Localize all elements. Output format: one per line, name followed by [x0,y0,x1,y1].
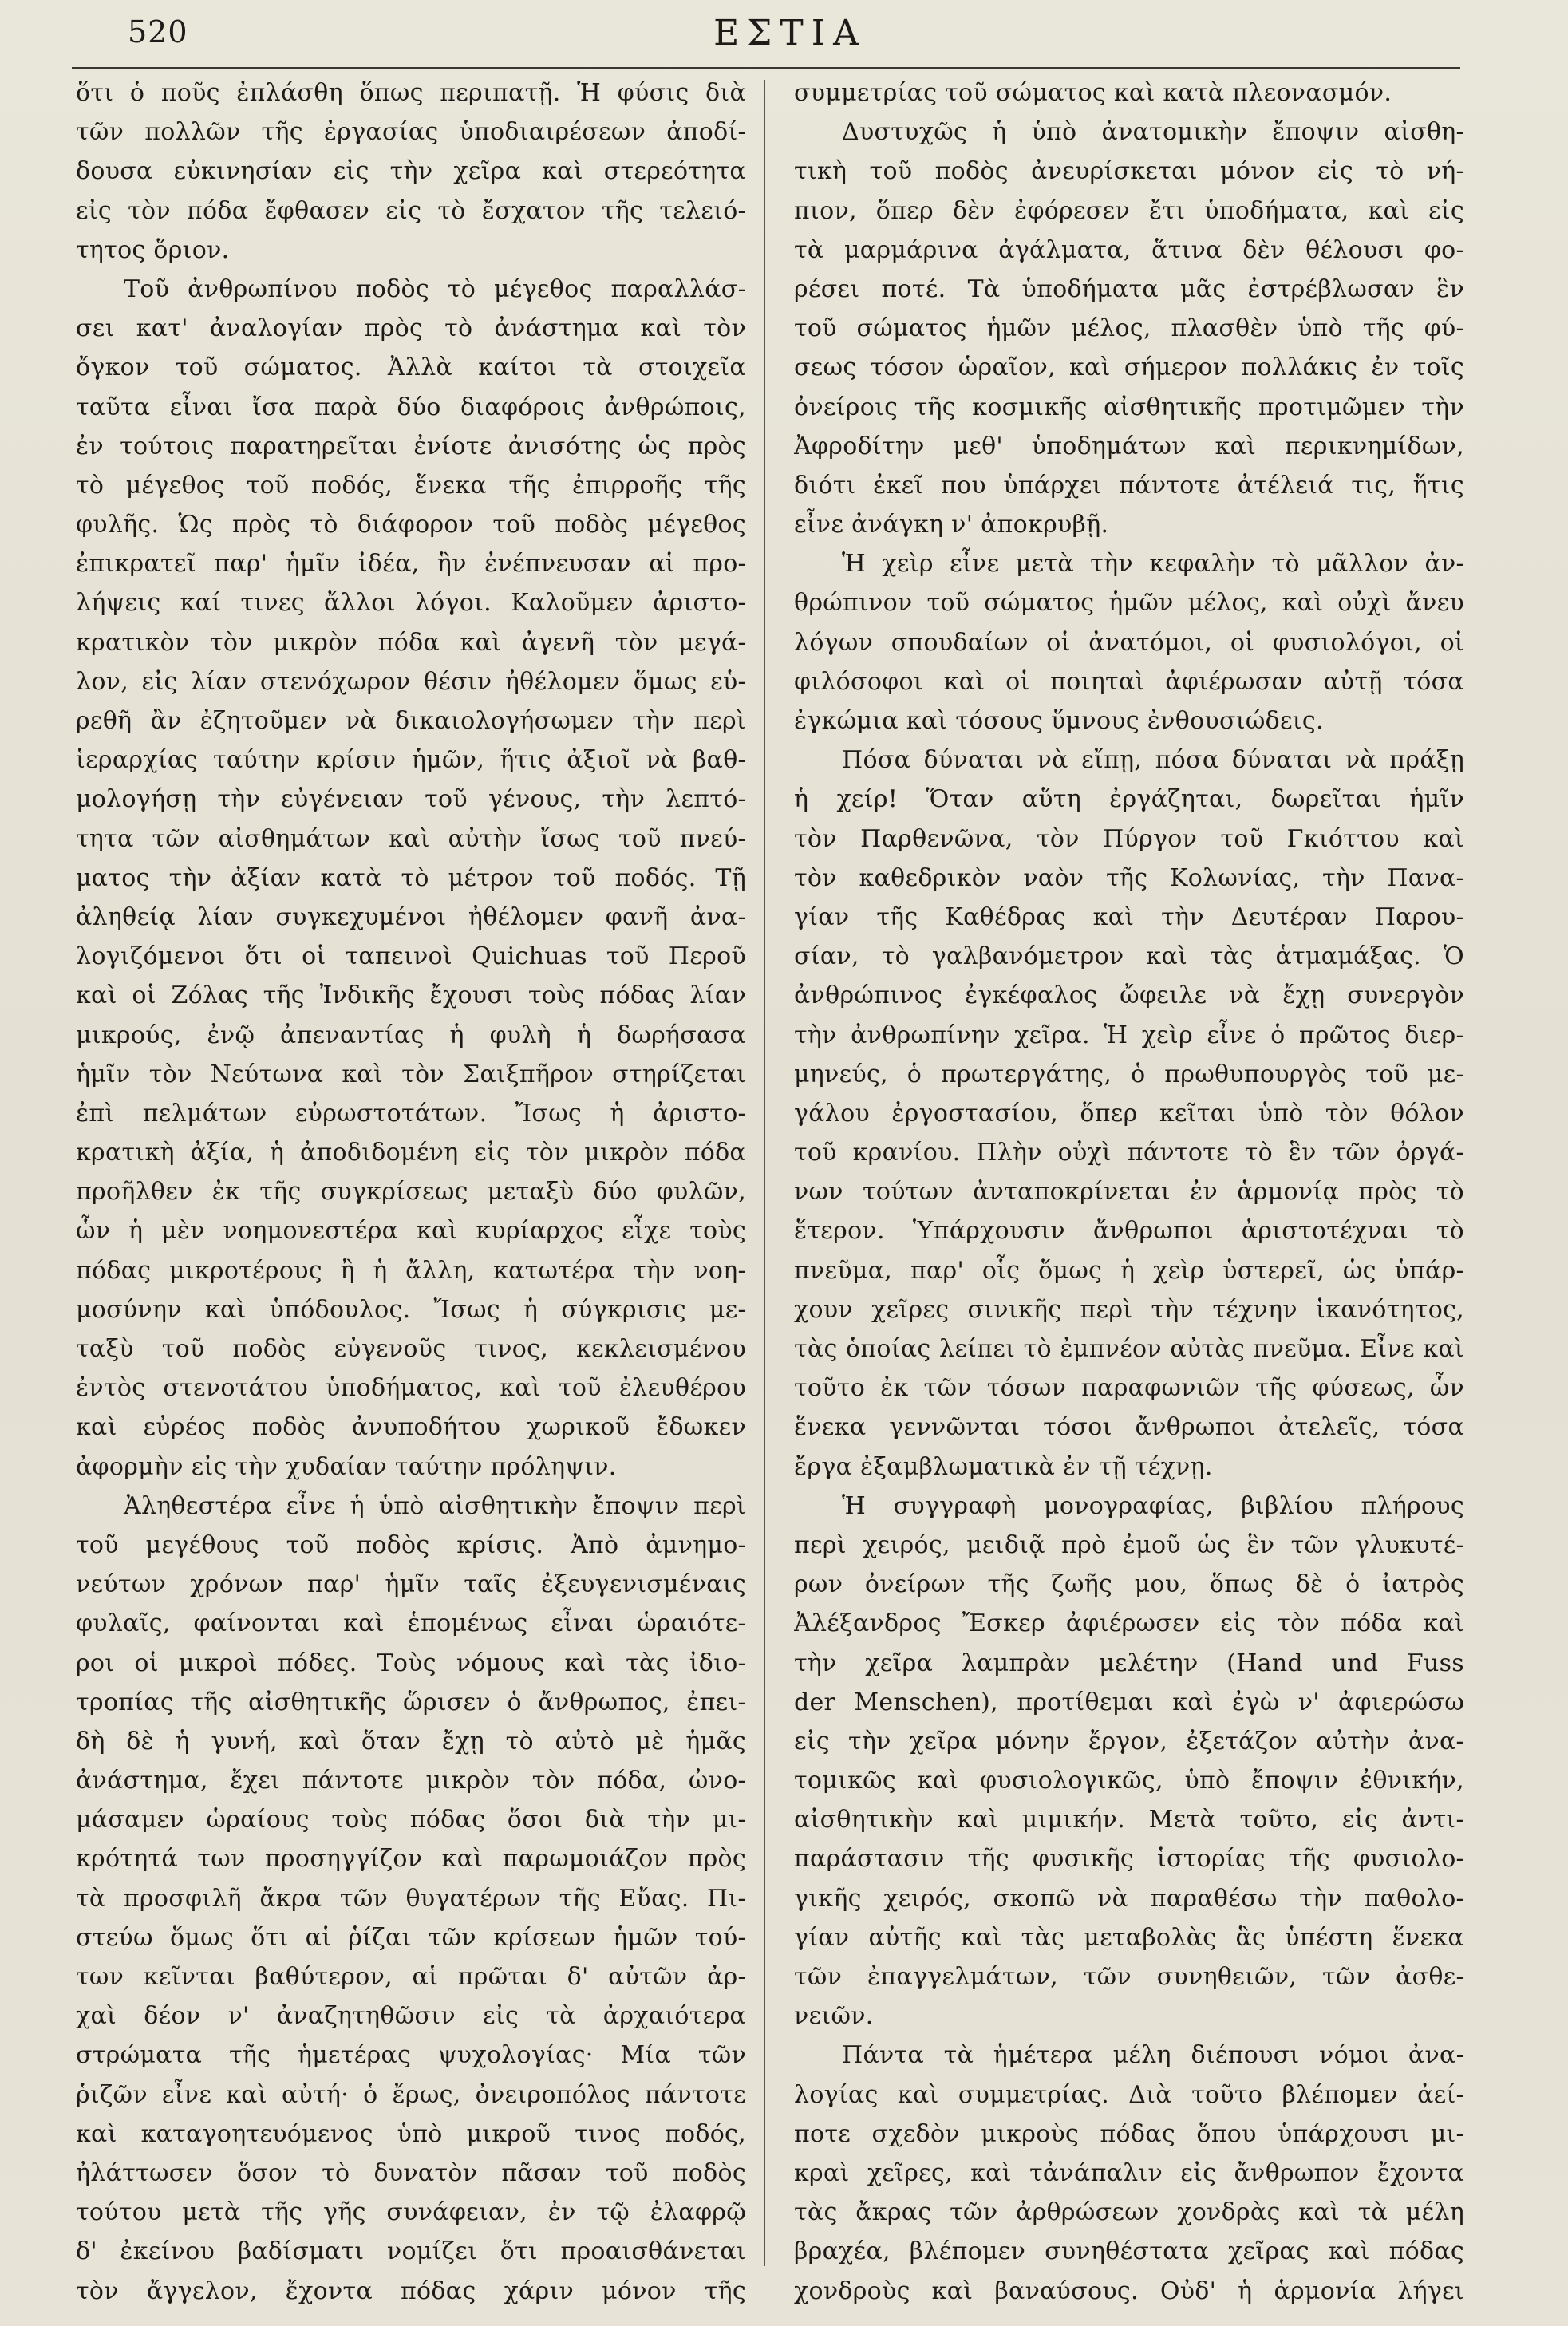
text-line: νων τούτων ἀνταποκρίνεται ἐν ἁρμονίᾳ πρὸς τὸ [794,1178,1464,1206]
text-line: ἐγκώμια καὶ τόσους ὕμνους ἐνθουσιώδεις. [794,707,1324,735]
text-line: μάσαμεν ὡραίους τοὺς πόδας ὅσοι διὰ τὴν μι- [76,1806,746,1834]
text-line: κραὶ χεῖρες, καὶ τἀνάπαλιν εἰς ἄνθρωπον ἔχοντα [794,2158,1464,2187]
text-line: Ἀλέξανδρος Ἔσκερ ἀφιέρωσεν εἰς τὸν πόδα καὶ [794,1609,1464,1638]
text-line: πνεῦμα, παρ' οἷς ὅμως ἡ χεὶρ ὑστερεῖ, ὡς ὑπάρ- [794,1256,1464,1285]
column-divider [764,80,765,2266]
page-number: 520 [128,14,188,49]
text-line: λογιζόμενοι ὅτι οἱ ταπεινοὶ Quichuas τοῦ Περοῦ [76,942,746,971]
text-line: παράστασιν τῆς φυσικῆς ἱστορίας τῆς φυσιολο- [794,1845,1464,1874]
right-column [794,73,1464,2311]
text-line: ἕτερον. Ὑπάρχουσιν ἄνθρωποι ἀριστοτέχναι τὸ [794,1217,1464,1246]
text-line: ρέσει ποτέ. Τὰ ὑποδήματα μᾶς ἐστρέβλωσαν ἓν [794,274,1464,303]
text-line: Ἀφροδίτην μεθ' ὑποδημάτων καὶ περικνημίδων, [794,432,1464,460]
text-line: διότι ἐκεῖ που ὑπάρχει πάντοτε ἀτέλειά τις, ἥτις [794,471,1464,500]
text-line: ἀνθρώπινος ἐγκέφαλος ὤφειλε νὰ ἔχῃ συνεργὸν [794,981,1464,1010]
text-line: τροπίας τῆς αἰσθητικῆς ὥρισεν ὁ ἄνθρωπος, ἐπει- [76,1688,746,1716]
text-line: τικὴ τοῦ ποδὸς ἀνευρίσκεται μόνον εἰς τὸ νή- [794,157,1464,186]
text-line: λόγων σπουδαίων οἱ ἀνατόμοι, οἱ φυσιολόγοι, οἱ [794,628,1464,657]
text-line: Δυστυχῶς ἡ ὑπὸ ἀνατομικὴν ἔποψιν αἰσθη- [842,118,1464,147]
page-header [120,8,1460,64]
text-line: ἀνάστημα, ἔχει πάντοτε μικρὸν τὸν πόδα, ὠνο- [76,1767,746,1795]
text-line: ἐν τούτοις παρατηρεῖται ἐνίοτε ἀνισότης ὡς πρὸς [76,432,746,460]
text-line: φυλαῖς, φαίνονται καὶ ἑπομένως εἶναι ὡραιότε- [76,1609,746,1638]
text-line: μικρούς, ἐνῷ ἀπεναντίας ἡ φυλὴ ἡ δωρήσασα [76,1021,746,1049]
text-line: καὶ εὐρέος ποδὸς ἀνυποδήτου χωρικοῦ ἔδωκεν [76,1413,746,1442]
text-line: μολογήσῃ τὴν εὐγένειαν τοῦ γένους, τὴν λεπτό- [76,785,746,814]
text-line: τῶν ἐπαγγελμάτων, τῶν συνηθειῶν, τῶν ἀσθε- [794,1963,1464,1991]
text-line: κρότητά των προσηγγίζον καὶ παρωμοιάζον πρὸς [76,1845,746,1874]
text-line: λογίας καὶ συμμετρίας. Διὰ τοῦτο βλέπομεν ἀεί- [794,2080,1464,2109]
text-line: ἡ χείρ! Ὅταν αὕτη ἐργάζηται, δωρεῖται ἡμῖν [794,785,1464,814]
text-line: νειῶν. [794,2002,874,2031]
text-line: ἡμῖν τὸν Νεύτωνα καὶ τὸν Σαιξπῆρον στηρίζεται [76,1060,746,1088]
text-line: στεύω ὅμως ὅτι αἱ ῥίζαι τῶν κρίσεων ἡμῶν τού- [76,1923,746,1952]
text-line: ταξὺ τοῦ ποδὸς εὐγενοῦς τινος, κεκλεισμένου [76,1335,746,1363]
text-line: τὰς ἄκρας τῶν ἀρθρώσεων χονδρὰς καὶ τὰ μέλη [794,2198,1464,2227]
text-line: ῥιζῶν εἶνε καὶ αὐτή· ὁ ἔρως, ὀνειροπόλος πάντοτε [76,2080,746,2109]
text-line: των κεῖνται βαθύτερον, αἱ πρῶται δ' αὐτῶν ἀρ- [76,1963,746,1991]
text-line: μοσύνην καὶ ὑπόδουλος. Ἴσως ἡ σύγκρισις με- [76,1295,746,1324]
text-line: ὀνείροις τῆς κοσμικῆς αἰσθητικῆς προτιμῶμεν τὴν [794,393,1464,421]
text-line: τομικῶς καὶ φυσιολογικῶς, ὑπὸ ἔποψιν ἐθνικήν, [794,1767,1464,1795]
text-line: τὸν ἄγγελον, ἔχοντα πόδας χάριν μόνον τῆς [76,2277,746,2305]
text-line: τῶν πολλῶν τῆς ἐργασίας ὑποδιαιρέσεων ἀποδί- [76,118,746,147]
text-line: εἰς τὴν χεῖρα μόνην ἔργον, ἐξετάζον αὐτὴν ἀνα- [794,1727,1464,1755]
text-line: ἱεραρχίας ταύτην κρίσιν ἡμῶν, ἥτις ἀξιοῖ νὰ βαθ- [76,746,746,775]
text-line: ἀληθείᾳ λίαν συγκεχυμένοι ἠθέλομεν φανῆ ἀνα- [76,902,746,931]
text-line: συμμετρίας τοῦ σώματος καὶ κατὰ πλεονασμόν. [794,79,1392,107]
text-line: νεύτων χρόνων παρ' ἡμῖν ταῖς ἐξευγενισμέναις [76,1570,746,1599]
text-line: πόδας μικροτέρους ἢ ἡ ἄλλη, κατωτέρα τὴν νοη- [76,1256,746,1285]
text-line: σεως τόσον ὡραῖον, καὶ σήμερον πολλάκις ἐν τοῖς [794,353,1464,382]
text-line: σίαν, τὸ γαλβανόμετρον καὶ τὰς ἁτμαμάξας. Ὁ [794,942,1464,971]
text-line: στρώματα τῆς ἡμετέρας ψυχολογίας· Μία τῶν [76,2041,746,2070]
text-line: Τοῦ ἀνθρωπίνου ποδὸς τὸ μέγεθος παραλλάσ- [124,274,746,303]
text-line: τούτου μετὰ τῆς γῆς συνάφειαν, ἐν τῷ ἐλαφρῷ [76,2198,746,2227]
left-column [76,73,746,2311]
text-line: ἐπικρατεῖ παρ' ἡμῖν ἰδέα, ἣν ἐνέπνευσαν αἱ προ- [76,550,746,579]
text-line: χουν χεῖρες σινικῆς περὶ τὴν τέχνην ἱκανότητος, [794,1295,1464,1324]
text-line: δ' ἐκείνου βαδίσματι νομίζει ὅτι προαισθάνεται [76,2237,746,2266]
text-line: ἔργα ἐξαμβλωματικὰ ἐν τῇ τέχνῃ. [794,1452,1213,1481]
text-line: ρων ὀνείρων τῆς ζωῆς μου, ὅπως δὲ ὁ ἰατρὸς [794,1570,1464,1599]
text-line: γικῆς χειρός, σκοπῶ νὰ παραθέσω τὴν παθολο- [794,1884,1464,1913]
text-line: der Menschen), προτίθεμαι καὶ ἐγὼ ν' ἀφιερώσω [794,1688,1464,1716]
text-line: τητος ὅριον. [76,235,230,264]
text-line: βραχέα, βλέπομεν συνηθέστατα χεῖρας καὶ πόδας [794,2237,1464,2266]
text-line: τοῦ κρανίου. Πλὴν οὐχὶ πάντοτε τὸ ἓν τῶν ὀργά- [794,1139,1464,1167]
text-line: δουσα εὐκινησίαν εἰς τὴν χεῖρα καὶ στερεότητα [76,157,746,186]
text-line: τὴν ἀνθρωπίνην χεῖρα. Ἡ χεὶρ εἶνε ὁ πρῶτος διερ- [794,1021,1464,1049]
text-line: χαὶ δέον ν' ἀναζητηθῶσιν εἰς τὰ ἀρχαιότερα [76,2002,746,2031]
text-line: Ἀληθεστέρα εἶνε ἡ ὑπὸ αἰσθητικὴν ἔποψιν περὶ [124,1491,746,1520]
text-line: ὅτι ὁ ποῦς ἐπλάσθη ὅπως περιπατῇ. Ἡ φύσις διὰ [76,79,746,107]
text-line: τοῦ μεγέθους τοῦ ποδὸς κρίσις. Ἀπὸ ἀμνημο- [76,1530,746,1559]
text-line: καὶ καταγοητευόμενος ὑπὸ μικροῦ τινος ποδός, [76,2119,746,2148]
text-line: τὸν καθεδρικὸν ναὸν τῆς Κολωνίας, τὴν Πανα- [794,863,1464,892]
text-line: τὸν Παρθενῶνα, τὸν Πύργον τοῦ Γκιόττου καὶ [794,824,1464,853]
text-line: τὰ προσφιλῆ ἄκρα τῶν θυγατέρων τῆς Εὔας. Πι- [76,1884,746,1913]
text-line: τὴν χεῖρα λαμπρὰν μελέτην (Hand und Fuss [794,1649,1464,1677]
text-line: λήψεις καί τινες ἄλλοι λόγοι. Καλοῦμεν ἀριστο- [76,589,746,618]
text-line: πιον, ὅπερ δὲν ἐφόρεσεν ἔτι ὑποδήματα, καὶ εἰς [794,196,1464,225]
text-line: Πάντα τὰ ἡμέτερα μέλη διέπουσι νόμοι ἀνα- [842,2041,1464,2070]
text-line: ὄγκον τοῦ σώματος. Ἀλλὰ καίτοι τὰ στοιχεῖα [76,353,746,382]
text-line: φιλόσοφοι καὶ οἱ ποιηταὶ ἀφιέρωσαν αὐτῇ τόσα [794,667,1464,696]
text-line: Ἡ συγγραφὴ μονογραφίας, βιβλίου πλήρους [842,1491,1464,1520]
text-line: χονδροὺς καὶ βαναύσους. Οὐδ' ἡ ἁρμονία λήγει [794,2277,1464,2305]
text-line: τὸ μέγεθος τοῦ ποδός, ἕνεκα τῆς ἐπιρροῆς τῆς [76,471,746,500]
text-line: περὶ χειρός, μειδιᾷ πρὸ ἐμοῦ ὡς ἓν τῶν γλυκυτέ- [794,1530,1464,1559]
text-line: αἰσθητικὴν καὶ μιμικήν. Μετὰ τοῦτο, εἰς ἀντι- [794,1806,1464,1834]
text-line: σει κατ' ἀναλογίαν πρὸς τὸ ἀνάστημα καὶ τὸν [76,314,746,343]
running-head: ΕΣΤΙΑ [713,13,867,53]
text-line: λον, εἰς λίαν στενόχωρον θέσιν ἠθέλομεν ὅμως εὑ- [76,667,746,696]
text-line: γίαν τῆς Καθέδρας καὶ τὴν Δευτέραν Παρου- [794,902,1464,931]
text-line: γάλου ἐργοστασίου, ὅπερ κεῖται ὑπὸ τὸν θόλον [794,1099,1464,1127]
text-line: κρατικὴ ἀξία, ἡ ἀποδιδομένη εἰς τὸν μικρὸν πόδα [76,1139,746,1167]
text-line: ρεθῆ ἂν ἐζητοῦμεν νὰ δικαιολογήσωμεν τὴν περὶ [76,707,746,735]
text-line: κρατικὸν τὸν μικρὸν πόδα καὶ ἀγενῆ τὸν μεγά- [76,628,746,657]
text-line: τὰ μαρμάρινα ἀγάλματα, ἅτινα δὲν θέλουσι φο- [794,235,1464,264]
text-line: ἠλάττωσεν ὅσον τὸ δυνατὸν πᾶσαν τοῦ ποδὸς [76,2158,746,2187]
text-line: ἀφορμὴν εἰς τὴν χυδαίαν ταύτην πρόληψιν. [76,1452,617,1481]
text-line: εἰς τὸν πόδα ἔφθασεν εἰς τὸ ἔσχατον τῆς τελειό- [76,196,746,225]
text-line: ποτε σχεδὸν μικροὺς πόδας ὅπου ὑπάρχουσι μι- [794,2119,1464,2148]
text-line: ροι οἱ μικροὶ πόδες. Τοὺς νόμους καὶ τὰς ἰδιο- [76,1649,746,1677]
text-line: γίαν αὐτῆς καὶ τὰς μεταβολὰς ἃς ὑπέστη ἕνεκα [794,1923,1464,1952]
header-rule [72,67,1460,69]
text-line: μηνεύς, ὁ πρωτεργάτης, ὁ πρωθυπουργὸς τοῦ με- [794,1060,1464,1088]
text-line: Πόσα δύναται νὰ εἴπῃ, πόσα δύναται νὰ πράξῃ [842,746,1464,775]
text-line: τοῦ σώματος ἡμῶν μέλος, πλασθὲν ὑπὸ τῆς φύ- [794,314,1464,343]
text-line: τὰς ὁποίας λείπει τὸ ἐμπνέον αὐτὰς πνεῦμα. Εἶνε καὶ [794,1335,1464,1363]
text-line: δὴ δὲ ἡ γυνή, καὶ ὅταν ἔχῃ τὸ αὐτὸ μὲ ἡμᾶς [76,1727,746,1755]
text-line: Ἡ χεὶρ εἶνε μετὰ τὴν κεφαλὴν τὸ μᾶλλον ἀν- [842,550,1464,579]
text-line: ἐπὶ πελμάτων εὐρωστοτάτων. Ἴσως ἡ ἀριστο- [76,1099,746,1127]
text-line: ἕνεκα γεννῶνται τόσοι ἄνθρωποι ἀτελεῖς, τόσα [794,1413,1464,1442]
text-line: καὶ οἱ Ζόλας τῆς Ἰνδικῆς ἔχουσι τοὺς πόδας λίαν [76,981,746,1010]
text-line: τητα τῶν αἰσθημάτων καὶ αὐτὴν ἴσως τοῦ πνεύ- [76,824,746,853]
text-line: ματος τὴν ἀξίαν κατὰ τὸ μέτρον τοῦ ποδός. Τῇ [76,863,746,892]
text-line: ὧν ἡ μὲν νοημονεστέρα καὶ κυρίαρχος εἶχε τοὺς [76,1217,746,1246]
text-line: εἶνε ἀνάγκη ν' ἀποκρυβῇ. [794,511,1109,539]
text-line: προῆλθεν ἐκ τῆς συγκρίσεως μεταξὺ δύο φυλῶν, [76,1178,746,1206]
text-line: τοῦτο ἐκ τῶν τόσων παραφωνιῶν τῆς φύσεως, ὧν [794,1374,1464,1403]
text-line: φυλῆς. Ὡς πρὸς τὸ διάφορον τοῦ ποδὸς μέγεθος [76,511,746,539]
text-line: θρώπινον τοῦ σώματος ἡμῶν μέλος, καὶ οὐχὶ ἄνευ [794,589,1464,618]
text-line: ἐντὸς στενοτάτου ὑποδήματος, καὶ τοῦ ἐλευθέρου [76,1374,746,1403]
text-line: ταῦτα εἶναι ἴσα παρὰ δύο διαφόροις ἀνθρώποις, [76,393,746,421]
